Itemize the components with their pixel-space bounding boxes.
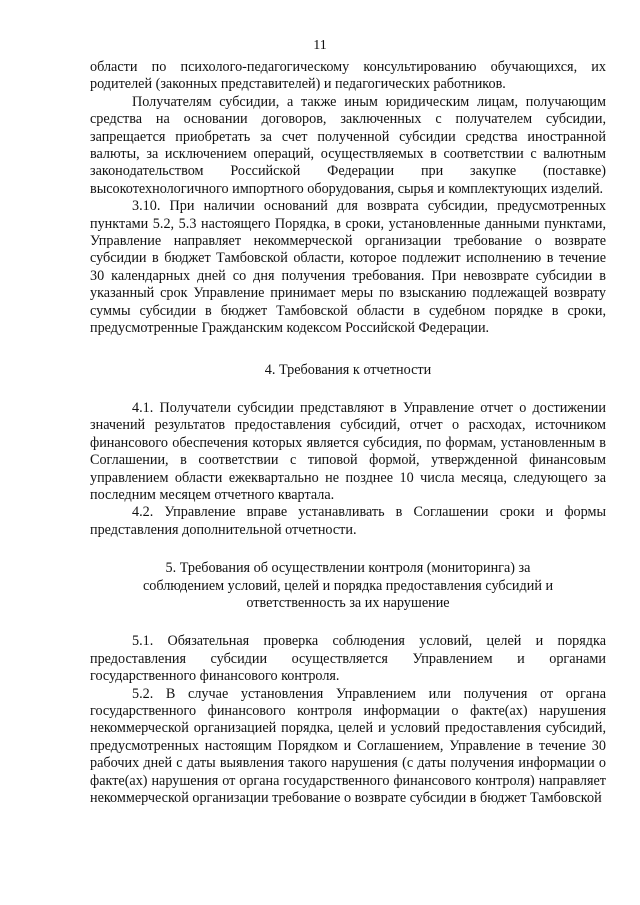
- paragraph-5-1: 5.1. Обязательная проверка соблюдения условий, целей и порядка предоставления субсидии осуществляется Управлением и органами государственного финансового контроля.: [90, 633, 606, 685]
- paragraph-4-1: 4.1. Получатели субсидии представляют в Управление отчет о достижении значений результатов предоставления субсидий, отчет о расходах, источником финансового обеспечения которых является субсидия, по формам, установленным в Соглашении, в соответствии с типовой формой, утвержденной финансовым управлением области ежеквартально не позднее 10 числа месяца, следующего за последним месяцем отчетного квартала.: [90, 399, 606, 503]
- page-number: 11: [313, 38, 327, 53]
- paragraph-4-2: 4.2. Управление вправе устанавливать в Соглашении сроки и формы представления дополнительной отчетности.: [90, 504, 606, 538]
- section-5-title-line-2: соблюдением условий, целей и порядка предоставления субсидий и: [142, 577, 554, 594]
- paragraph-currency-ban: Получателям субсидии, а также иным юридическим лицам, получающим средства на основании договоров, заключенных с получателем субсидии, запрещается приобретать за счет полученной субсидии средства иностранной валюты, за исключением операций, осуществляемых в соответствии с валютным законодательством Российской Федерации при закупке (поставке) высокотехнологичного импортного оборудования, сырья и комплектующих изделий.: [90, 93, 606, 197]
- section-5-title: [90, 560, 606, 612]
- paragraph-continuation: области по психолого-педагогическому консультированию обучающихся, их родителей (законных представителей) и педагогических работников.: [90, 59, 606, 93]
- section-5-title-line-3: ответственность за их нарушение: [246, 594, 450, 611]
- document-body: [90, 59, 606, 807]
- section-5-title-line-1: 5. Требования об осуществлении контроля (мониторинга) за: [165, 560, 531, 577]
- section-4-title: 4. Требования к отчетности: [264, 361, 432, 378]
- paragraph-3-10: 3.10. При наличии оснований для возврата субсидии, предусмотренных пунктами 5.2, 5.3 настоящего Порядка, в сроки, установленные данными пунктами, Управление направляет некоммерческой организации требование о возврате субсидии в бюджет Тамбовской области, которое подлежит исполнению в течение 30 календарных дней со дня получения требования. При невозврате субсидии в указанный срок Управление принимает меры по взысканию подлежащей возврату суммы субсидии в бюджет Тамбовской области в судебном порядке в сроки, предусмотренные Гражданским кодексом Российской Федерации.: [90, 198, 606, 337]
- paragraph-5-2: 5.2. В случае установления Управлением или получения от органа государственного финансового контроля информации о факте(ах) нарушения некоммерческой организацией порядка, целей и условий предоставления субсидий, предусмотренных настоящим Порядком и Соглашением, Управление в течение 30 рабочих дней с даты выявления такого нарушения (с даты получения информации о факте(ах) нарушения от органа государственного финансового контроля) направляет некоммерческой организации требование о возврате субсидии в бюджет Тамбовской: [90, 685, 606, 807]
